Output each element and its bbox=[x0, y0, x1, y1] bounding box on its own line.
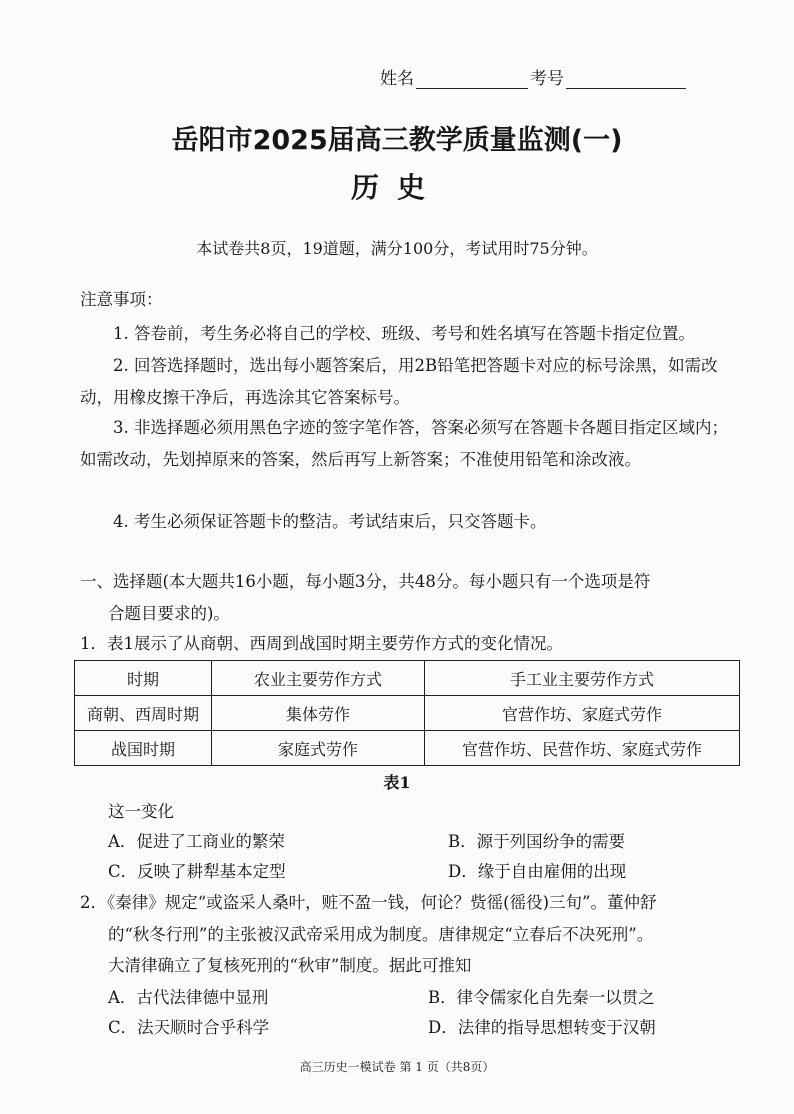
q1-stem: 1．表1展示了从商朝、西周到战国时期主要劳作方式的变化情况。 bbox=[80, 634, 563, 653]
q1-table bbox=[74, 660, 740, 766]
table-cell: 商朝、西周时期 bbox=[75, 696, 212, 731]
table-header-cell: 手工业主要劳作方式 bbox=[425, 661, 740, 696]
table-caption: 表1 bbox=[383, 773, 411, 792]
notice-item-1: 1. 答卷前，考生务必将自己的学校、班级、考号和姓名填写在答题卡指定位置。 bbox=[113, 324, 695, 343]
q2-line-3: 大清律确立了复核死刑的“秋审”制度。据此可推知 bbox=[108, 956, 472, 975]
q2-option-d: D．法律的指导思想转变于汉朝 bbox=[428, 1018, 656, 1037]
q2-line-1: 2．《秦律》规定“或盗采人桑叶，赃不盈一钱，何论？赀徭(徭役)三旬”。董仲舒 bbox=[80, 893, 657, 912]
table-row bbox=[75, 731, 740, 766]
notice-item-4: 4. 考生必须保证答题卡的整洁。考试结束后，只交答题卡。 bbox=[113, 512, 547, 531]
exam-intro: 本试卷共8页，19道题，满分100分，考试用时75分钟。 bbox=[196, 239, 598, 258]
q1-lead: 这一变化 bbox=[108, 802, 174, 821]
table-cell: 集体劳作 bbox=[212, 696, 425, 731]
q2-option-a: A．古代法律德中显刑 bbox=[108, 988, 269, 1007]
q1-option-a: A．促进了工商业的繁荣 bbox=[108, 832, 285, 851]
subject-title: 历史 bbox=[350, 171, 443, 204]
table-header-cell: 时期 bbox=[75, 661, 212, 696]
q2-option-c: C．法天顺时合乎科学 bbox=[108, 1018, 270, 1037]
section-heading-line1: 一、选择题(本大题共16小题，每小题3分，共48分。每小题只有一个选项是符 bbox=[80, 572, 651, 591]
name-label: 姓名 bbox=[380, 69, 414, 89]
id-label: 考号 bbox=[530, 69, 564, 89]
exam-title: 岳阳市2025届高三教学质量监测(一) bbox=[171, 125, 623, 156]
notice-title: 注意事项： bbox=[80, 290, 163, 309]
name-blank bbox=[416, 88, 528, 89]
section-heading-line2: 合题目要求的)。 bbox=[108, 604, 230, 623]
notice-item-3: 3. 非选择题必须用黑色字迹的签字笔作答，答案必须写在答题卡各题目指定区域内；如需改动，先划掉原来的答案，然后再写上新答案；不准使用铅笔和涂改液。 bbox=[80, 418, 728, 469]
section-heading bbox=[80, 566, 730, 630]
q1-option-b: B．源于列国纷争的需要 bbox=[448, 832, 626, 851]
name-id-line bbox=[380, 64, 688, 89]
table-cell: 家庭式劳作 bbox=[212, 731, 425, 766]
q1-option-d: D．缘于自由雇佣的出现 bbox=[448, 862, 627, 881]
page-footer: 高三历史一模试卷 第 1 页（共8页） bbox=[299, 1060, 495, 1074]
q1-option-c: C．反映了耕犁基本定型 bbox=[108, 862, 286, 881]
table-cell: 官营作坊、民营作坊、家庭式劳作 bbox=[425, 731, 740, 766]
table-header-cell: 农业主要劳作方式 bbox=[212, 661, 425, 696]
table-cell: 战国时期 bbox=[75, 731, 212, 766]
q2-line-2: 的“秋冬行刑”的主张被汉武帝采用成为制度。唐律规定“立春后不决死刑”。 bbox=[108, 925, 654, 944]
table-row bbox=[75, 696, 740, 731]
table-header-row bbox=[75, 661, 740, 696]
id-blank bbox=[566, 88, 686, 89]
table-cell: 官营作坊、家庭式劳作 bbox=[425, 696, 740, 731]
notice-item-2: 2. 回答选择题时，选出每小题答案后，用2B铅笔把答题卡对应的标号涂黑，如需改动，用橡皮擦干净后，再选涂其它答案标号。 bbox=[80, 356, 718, 407]
q2-option-b: B．律令儒家化自先秦一以贯之 bbox=[428, 988, 655, 1007]
